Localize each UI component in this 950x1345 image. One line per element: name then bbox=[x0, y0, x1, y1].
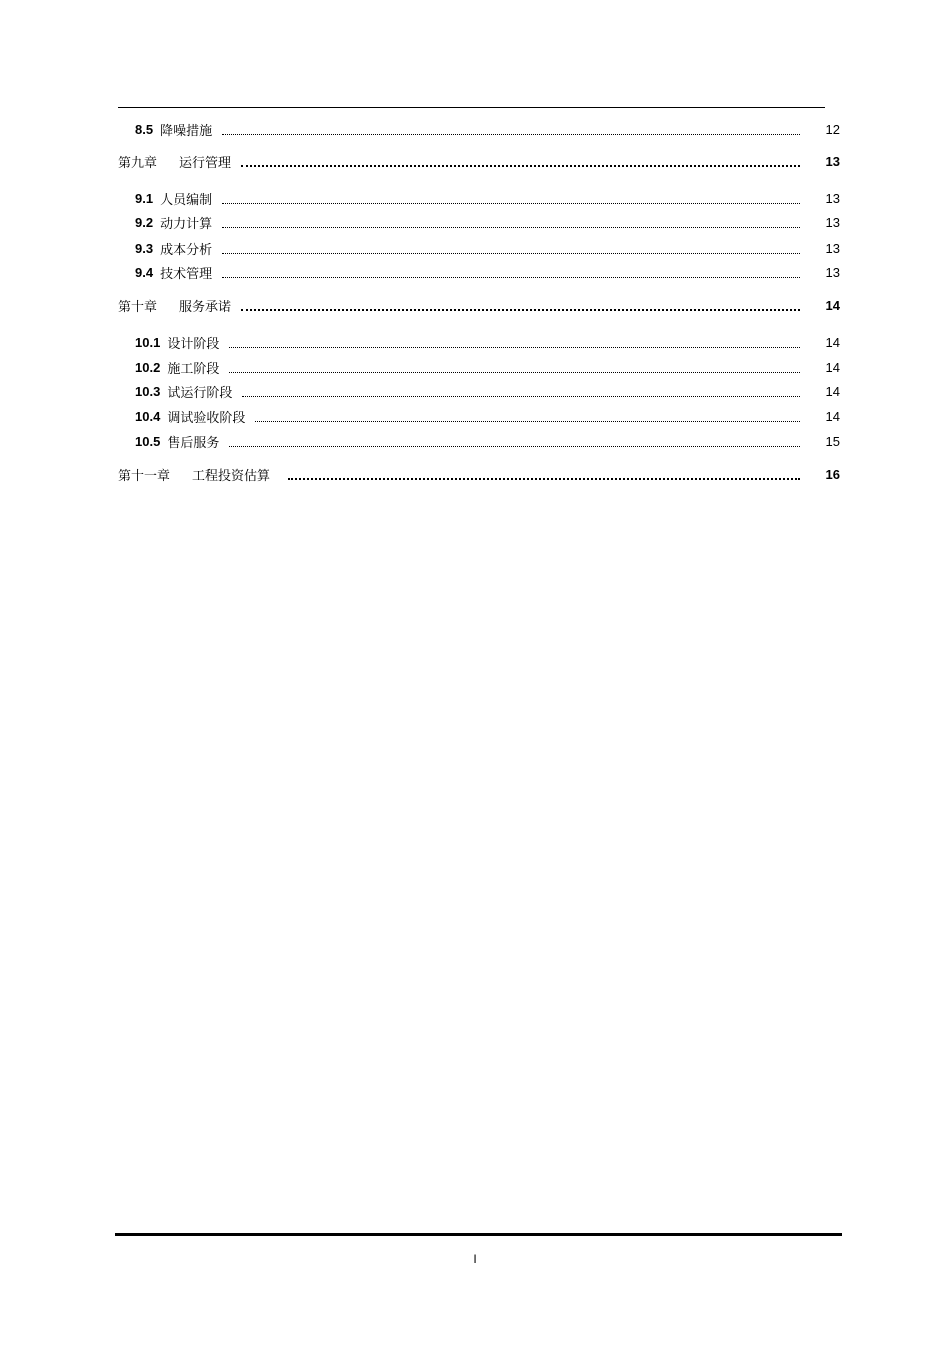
toc-leader-dots bbox=[222, 203, 800, 204]
toc-entry-10-3[interactable] bbox=[0, 381, 950, 401]
toc-chapter-label: 第十一章 bbox=[118, 468, 171, 484]
toc-section-number: 10.3 bbox=[135, 383, 161, 399]
toc-page-number: 14 bbox=[825, 334, 840, 350]
toc-chapter-title: 工程投资估算 bbox=[192, 468, 271, 484]
toc-section-number: 10.5 bbox=[135, 433, 161, 449]
toc-page-number: 13 bbox=[825, 153, 840, 169]
toc-page-number: 13 bbox=[825, 190, 840, 206]
toc-section-number: 9.3 bbox=[135, 240, 154, 256]
toc-section-number: 9.4 bbox=[135, 264, 154, 280]
toc-section-title: 施工阶段 bbox=[167, 361, 220, 377]
toc-entry-10-1[interactable] bbox=[0, 332, 950, 352]
toc-chapter-label: 第九章 bbox=[118, 155, 158, 171]
toc-section-title: 动力计算 bbox=[160, 216, 213, 232]
toc-section-title: 试运行阶段 bbox=[167, 385, 233, 401]
toc-page-number: 14 bbox=[825, 383, 840, 399]
toc-section-number: 10.1 bbox=[135, 334, 161, 350]
toc-page-number: 13 bbox=[825, 264, 840, 280]
toc-page-number: 14 bbox=[825, 297, 840, 313]
toc-section-title: 技术管理 bbox=[160, 266, 213, 282]
toc-leader-dots bbox=[241, 309, 800, 311]
toc-entry-10-5[interactable] bbox=[0, 431, 950, 451]
toc-section-title: 人员编制 bbox=[160, 192, 213, 208]
toc-section-number: 8.5 bbox=[135, 121, 154, 137]
toc-chapter-title: 服务承诺 bbox=[179, 299, 232, 315]
toc-section-number: 9.2 bbox=[135, 214, 154, 230]
toc-section-number: 10.4 bbox=[135, 408, 161, 424]
toc-leader-dots bbox=[242, 396, 800, 397]
toc-page-number: 16 bbox=[825, 466, 840, 482]
toc-section-title: 调试验收阶段 bbox=[167, 410, 246, 426]
toc-chapter-label: 第十章 bbox=[118, 299, 158, 315]
toc-chapter-title: 运行管理 bbox=[179, 155, 232, 171]
toc-leader-dots bbox=[222, 134, 800, 135]
toc-entry-8-5[interactable] bbox=[0, 119, 950, 139]
toc-leader-dots bbox=[241, 165, 800, 167]
toc-entry-10-2[interactable] bbox=[0, 357, 950, 377]
toc-section-number: 9.1 bbox=[135, 190, 154, 206]
toc-leader-dots bbox=[222, 227, 800, 228]
toc-section-title: 设计阶段 bbox=[167, 336, 220, 352]
toc-chapter-10[interactable] bbox=[0, 295, 950, 315]
toc-page-number: 15 bbox=[825, 433, 840, 449]
toc-section-number: 10.2 bbox=[135, 359, 161, 375]
toc-section-title: 降噪措施 bbox=[160, 123, 213, 139]
toc-leader-dots bbox=[229, 347, 800, 348]
toc-entry-9-3[interactable] bbox=[0, 238, 950, 258]
toc-page-number: 13 bbox=[825, 214, 840, 230]
toc-leader-dots bbox=[222, 253, 800, 254]
toc-entry-9-2[interactable] bbox=[0, 212, 950, 232]
toc-entry-9-1[interactable] bbox=[0, 188, 950, 208]
toc-page-number: 12 bbox=[825, 121, 840, 137]
toc-chapter-11[interactable] bbox=[0, 464, 950, 484]
toc-page-number: 13 bbox=[825, 240, 840, 256]
toc-leader-dots bbox=[229, 372, 800, 373]
toc-leader-dots bbox=[255, 421, 800, 422]
toc-page-number: 14 bbox=[825, 408, 840, 424]
toc-entry-9-4[interactable] bbox=[0, 262, 950, 282]
toc-section-title: 售后服务 bbox=[167, 435, 220, 451]
toc-leader-dots bbox=[229, 446, 800, 447]
toc-chapter-9[interactable] bbox=[0, 151, 950, 171]
toc-section-title: 成本分析 bbox=[160, 242, 213, 258]
footer-rule bbox=[115, 1233, 842, 1236]
footer-page-number: I bbox=[473, 1252, 477, 1266]
toc-leader-dots bbox=[288, 478, 800, 480]
toc-leader-dots bbox=[222, 277, 800, 278]
toc-page-number: 14 bbox=[825, 359, 840, 375]
toc-entry-10-4[interactable] bbox=[0, 406, 950, 426]
